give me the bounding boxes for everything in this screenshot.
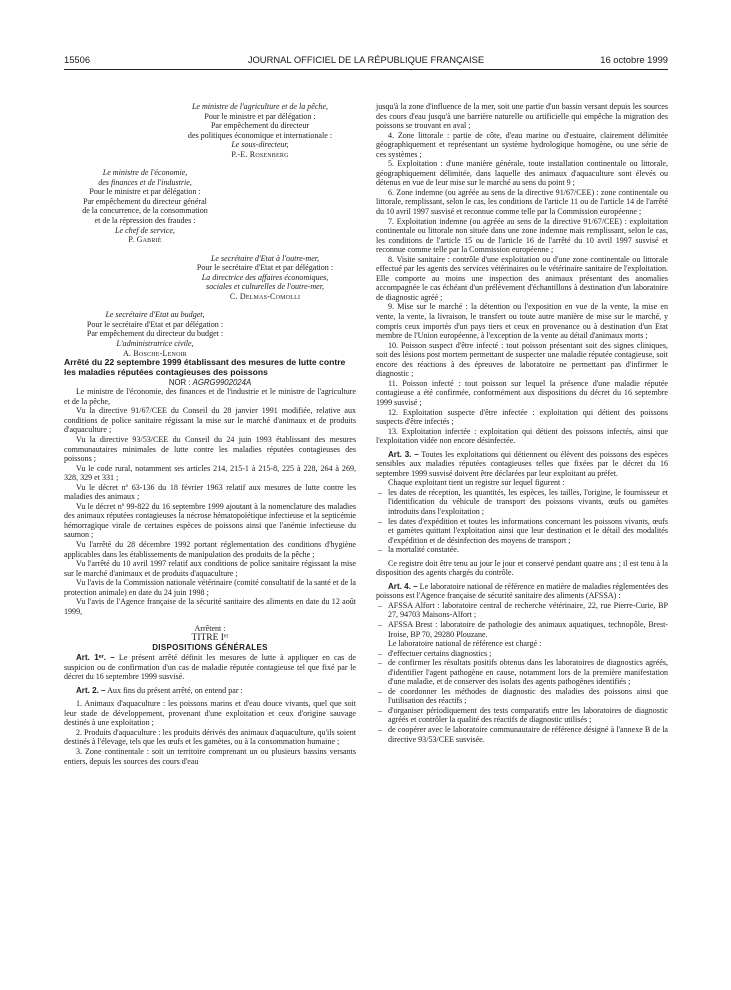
signature-line: de la concurrence, de la consommation <box>82 206 208 216</box>
signature-line: Pour le ministre et par délégation : <box>89 187 201 197</box>
signature-line: Par empêchement du directeur <box>210 121 310 131</box>
definitions-right <box>376 131 668 446</box>
signature-block <box>64 168 356 244</box>
preamble-paragraph: Vu le code rural, notamment ses articles 214, 215-1 à 215-8, 225 à 228, 264 à 269, 328, 329 et 331 ; <box>64 463 356 483</box>
titre-heading: TITRE Iᵉʳ <box>191 632 229 643</box>
signature-line: des politiques économique et internationale : <box>187 130 333 140</box>
preamble-paragraph: Vu la directive 91/67/CEE du Conseil du 28 janvier 1991 modifiée, relative aux conditions de police sanitaire régissant la mise sur le marché d'animaux et de produits d'aquaculture ; <box>64 406 356 435</box>
signature-block <box>64 102 356 159</box>
laboratory-task-text: de coopérer avec le laboratoire communautaire de référence désigné à l'annexe B de la directive 93/53/CEE susvisée. <box>388 725 668 744</box>
afssa-site-text: AFSSA Alfort : laboratoire central de recherche vétérinaire, 22, rue Pierre-Curie, BP 27, 94703 Maisons-Alfort ; <box>388 600 668 620</box>
dash-marker: – <box>378 686 383 696</box>
signature-line: P. Gabrié <box>128 235 162 245</box>
article-4 <box>376 582 668 601</box>
dash-marker: – <box>378 516 383 526</box>
laboratory-task <box>376 687 668 706</box>
nor-reference <box>64 378 356 388</box>
signature-line: Pour le secrétaire d'Etat et par délégation : <box>86 319 224 329</box>
dash-marker: – <box>378 487 383 497</box>
definition-item: 2. Produits d'aquaculture : les produits dérivés des animaux d'aquaculture, qu'ils soient destinés à l'élevage, tels que les œufs et les gamètes, ou à la consommation humaine ; <box>64 727 356 747</box>
definition-item: 13. Exploitation infectée : exploitation qui détient des poissons infectés, ainsi que l'exploitation vidée non encore désinfectée. <box>376 426 668 446</box>
signature-line: Pour le secrétaire d'Etat et par délégation : <box>196 263 334 273</box>
signature-line: et de la répression des fraudes : <box>94 216 196 226</box>
definition-item: 6. Zone indemne (ou agréée au sens de la directive 91/67/CEE) : zone continentale ou littorale, remplissant, selon le cas, les conditions de l'article 11 ou de l'article 14 de l'arrêté du 10 avril 1997 susvisé et reconnue comme telle par la Commission européenne ; <box>376 187 668 217</box>
registre-item-text: la mortalité constatée. <box>388 545 459 555</box>
signature-line: des finances et de l'industrie, <box>98 177 192 187</box>
article-3-text: Toutes les exploitations qui détiennent ou élèvent des poissons des espèces sensibles aux maladies réputées contagieuses telles que fixées par le décret du 16 septembre 1999 susvisé doivent être déclarées par leur exploitant au préfet. <box>376 449 668 478</box>
preamble-paragraph: Vu l'arrêté du 10 avril 1997 relatif aux conditions de police sanitaire régissant la mise sur le marché d'animaux et de produits d'aquaculture ; <box>64 559 356 578</box>
registre-item-text: les dates d'expédition et toutes les informations concernant les poissons vivants, œufs et gamètes quittant l'exploitation ainsi que leur destination et le détail des modalités d'expédition et de désinfection des moyens de transport ; <box>388 516 668 545</box>
laboratory-task-text: de confirmer les résultats positifs obtenus dans les laboratoires de diagnostics agréés, d'identifier l'agent pathogène en cause, notamment lors de la première manifestation d'une maladie, et de conserver des isolats des agents pathogènes identifiés ; <box>388 658 668 687</box>
signature-line: Par empêchement du directeur du budget : <box>86 329 224 339</box>
article-1 <box>64 653 356 682</box>
dash-marker: – <box>378 600 383 610</box>
preamble-paragraph: Vu le décret nº 63-136 du 18 février 1963 relatif aux mesures de lutte contre les maladies des animaux ; <box>64 482 356 502</box>
dash-marker: – <box>378 725 383 734</box>
definitions-left <box>64 699 356 766</box>
article-1-label: Art. 1ᵉʳ. – <box>76 653 115 663</box>
signature-line: C. Delmas-Comolli <box>229 291 301 301</box>
definition-item: 12. Exploitation suspecte d'être infectée : exploitation qui détient des poissons suspects d'être infectés ; <box>376 407 668 427</box>
dash-marker: – <box>378 648 383 658</box>
signature-line: L'administratrice civile, <box>116 339 194 349</box>
article-3 <box>376 450 668 479</box>
header-rule <box>64 69 668 70</box>
definition-item: 3. Zone continentale : soit un territoire comprenant un ou plusieurs bassins versants entiers, depuis les sources des cours d'eau <box>64 746 356 766</box>
laboratory-tasks <box>376 649 668 744</box>
nor-label: NOR : <box>168 377 191 387</box>
page-header <box>64 54 668 68</box>
definition-item: 10. Poisson suspect d'être infecté : tout poisson présentant soit des signes cliniques, soit des lésions post mortem permettant de suspecter une maladie réputée contagieuse, soit encore des réactions à des épreuves de laboratoire ne permettant pas d'infirmer le diagnostic ; <box>376 340 668 379</box>
preamble-paragraph: Vu la directive 93/53/CEE du Conseil du 24 juin 1993 établissant des mesures communautaires minimales de lutte contre les maladies réputées contagieuses des poissons ; <box>64 435 356 464</box>
signature-line: P.-E. Rosenberg <box>231 149 289 159</box>
definition-item: 8. Visite sanitaire : contrôle d'une exploitation ou d'une zone continentale ou littorale effectué par les agents des services vétérinaires ou le vétérinaire sanitaire de l'exploitation. Elle comporte au moins une inspection des animaux présentant des anomalies accompagnée le cas échéant d'un prélèvement d'échantillons à destination d'un laboratoire de diagnostic agréé ; <box>376 254 668 302</box>
registre-item <box>376 545 668 555</box>
article-2-label: Art. 2. – <box>76 685 106 695</box>
registre-intro: Chaque exploitant tient un registre sur lequel figurent : <box>388 478 565 488</box>
registre-item-text: les dates de réception, les quantités, les espèces, les tailles, l'origine, le fournisseur et l'identification du véhicule de transport des poissons vivants, œufs ou gamètes introduits dans l'exploitation ; <box>388 487 668 516</box>
definition-item: 11. Poisson infecté : tout poisson sur lequel la présence d'une maladie réputée contagieuse a été confirmée, conformément aux dispositions du décret du 16 septembre 1999 susvisé ; <box>376 378 668 407</box>
signature-block <box>64 310 356 358</box>
preamble-paragraph: Vu l'avis de l'Agence française de la sécurité sanitaire des aliments en date du 12 août 1999, <box>64 597 356 616</box>
arrete-title: Arrêté du 22 septembre 1999 établissant des mesures de lutte contre les maladies réputées contagieuses des poissons <box>64 357 346 377</box>
laboratory-task <box>376 658 668 687</box>
preamble-paragraph: Vu l'arrêté du 28 décembre 1992 portant réglementation des conditions d'hygiène applicables dans les établissements de manipulation des produits de la pêche ; <box>64 540 356 559</box>
definition-item: 1. Animaux d'aquaculture : les poissons marins et d'eau douce vivants, quel que soit leur stade de développement, provenant d'une exploitation et ceux d'origine sauvage destinés à une exploitation ; <box>64 699 356 728</box>
registre-items <box>376 488 668 555</box>
signature-line: sociales et culturelles de l'outre-mer, <box>206 282 324 292</box>
signature-line: A. Bosche-Lenoir <box>123 348 187 358</box>
page-number: 15506 <box>64 54 91 65</box>
article-2-text: Aux fins du présent arrêté, on entend par : <box>107 685 243 695</box>
signature-line: Pour le ministre et par délégation : <box>204 111 316 121</box>
registre-item <box>376 517 668 546</box>
signature-block <box>64 254 356 302</box>
signature-line: La directrice des affaires économiques, <box>201 272 329 282</box>
arretent: Arrêtent : <box>194 624 226 634</box>
definition-3-continued: jusqu'à la zone d'influence de la mer, soit une partie d'un bassin versant depuis les sources des cours d'eau jusqu'à une barrière naturelle ou artificielle qui empêche la migration des poissons se trouvant en aval ; <box>376 102 668 131</box>
article-4-text: Le laboratoire national de référence en matière de maladies réglementées des poissons est l'Agence française de sécurité sanitaire des aliments (AFSSA) : <box>376 581 668 601</box>
signature-line: Le ministre de l'agriculture et de la pêche, <box>191 102 329 111</box>
dash-marker: – <box>378 658 383 668</box>
right-column <box>376 102 668 744</box>
article-1-text: Le présent arrêté définit les mesures de lutte à appliquer en cas de suspicion ou de confirmation d'un cas de maladie réputée contagieuse tel que fixé par le décret du 16 septembre 1999 susvisé. <box>64 653 356 682</box>
titre-subheading: DISPOSITIONS GÉNÉRALES <box>152 643 268 653</box>
laboratory-task <box>376 725 668 744</box>
journal-title: JOURNAL OFFICIEL DE LA RÉPUBLIQUE FRANÇAISE <box>247 54 485 65</box>
signature-line: Le ministre de l'économie, <box>102 168 188 178</box>
signature-line: Le secrétaire d'Etat au budget, <box>105 310 205 320</box>
signature-line: Le sous-directeur, <box>231 140 289 150</box>
definition-item: 4. Zone littorale : partie de côte, d'eau marine ou d'estuaire, clairement délimitée géographiquement et représentant un système hydrologique homogène, ou une série de ces systèmes ; <box>376 130 668 159</box>
laboratory-task <box>376 649 668 659</box>
charge-intro: Le laboratoire national de référence est chargé : <box>388 639 542 649</box>
preamble-paragraph: Vu le décret nº 99-822 du 16 septembre 1999 ajoutant à la nomenclature des maladies des animaux réputées contagieuses la nécrose hématopoïétique infectieuse et la septicémie hémorragique virale de certaines espèces de poissons ainsi que l'anémie infectieuse du saumon ; <box>64 501 356 540</box>
definition-item: 9. Mise sur le marché : la détention ou l'exposition en vue de la vente, la mise en vente, la vente, la livraison, le transfert ou toute autre manière de mise sur le marché, y compris ceux importés d'un pays tiers et ceux en provenance ou à destination d'un Etat membre de l'Union européenne, à l'exception de la vente au détail d'animaux morts ; <box>376 302 668 341</box>
nor-code: AGRG9902024A <box>192 377 252 387</box>
publication-date: 16 octobre 1999 <box>600 54 668 65</box>
registre-closing: Ce registre doit être tenu au jour le jour et conservé pendant quatre ans ; il est tenu à la disposition des agents chargés du contrôle. <box>376 558 668 578</box>
dash-marker: – <box>378 705 383 715</box>
laboratory-task-text: d'effectuer certains diagnostics ; <box>388 648 492 658</box>
definition-item: 5. Exploitation : d'une manière générale, toute installation continentale ou littorale, géographiquement délimitée, dans laquelle des animaux d'aquaculture sont élevés ou détenus en vue de leur mise sur le marché au sens du point 9 ; <box>376 159 668 188</box>
signature-line: Par empêchement du directeur général <box>83 196 207 206</box>
preamble <box>64 387 356 616</box>
signature-line: Le chef de service, <box>115 225 175 235</box>
afssa-sites <box>376 601 668 639</box>
dash-marker: – <box>378 619 383 629</box>
article-2 <box>64 686 356 696</box>
preamble-paragraph: Le ministre de l'économie, des finances et de l'industrie et le ministre de l'agriculture et de la pêche, <box>64 387 356 406</box>
signature-blocks <box>64 102 356 358</box>
afssa-site-text: AFSSA Brest : laboratoire de pathologie des animaux aquatiques, technopôle, Brest-Iroise, BP 70, 29280 Plouzane. <box>388 619 668 639</box>
preamble-paragraph: Vu l'avis de la Commission nationale vétérinaire (comité consultatif de la santé et de la protection animale) en date du 24 juin 1998 ; <box>64 578 356 597</box>
afssa-site <box>376 601 668 620</box>
afssa-site <box>376 620 668 639</box>
dash-marker: – <box>378 545 383 555</box>
article-4-label: Art. 4. – <box>388 581 418 591</box>
left-column <box>64 102 356 766</box>
laboratory-task-text: d'organiser périodiquement des tests comparatifs entre les laboratoires de diagnostic agréés et contrôler la qualité des réactifs de diagnostic utilisés ; <box>388 705 668 725</box>
article-3-label: Art. 3. – <box>388 449 419 459</box>
registre-item <box>376 488 668 517</box>
laboratory-task <box>376 706 668 725</box>
laboratory-task-text: de coordonner les méthodes de diagnostic des maladies des poissons ainsi que l'utilisation des réactifs ; <box>388 686 668 706</box>
signature-line: Le secrétaire d'Etat à l'outre-mer, <box>210 253 320 263</box>
definition-item: 7. Exploitation indemne (ou agréée au sens de la directive 91/67/CEE) : exploitation continentale ou littorale non située dans une zone indemne mais remplissant, selon le cas, les conditions de l'article 15 ou de l'article 16 de l'arrêté du 10 avril 1997 susvisé et reconnue comme telle par la Commission européenne ; <box>376 216 668 255</box>
